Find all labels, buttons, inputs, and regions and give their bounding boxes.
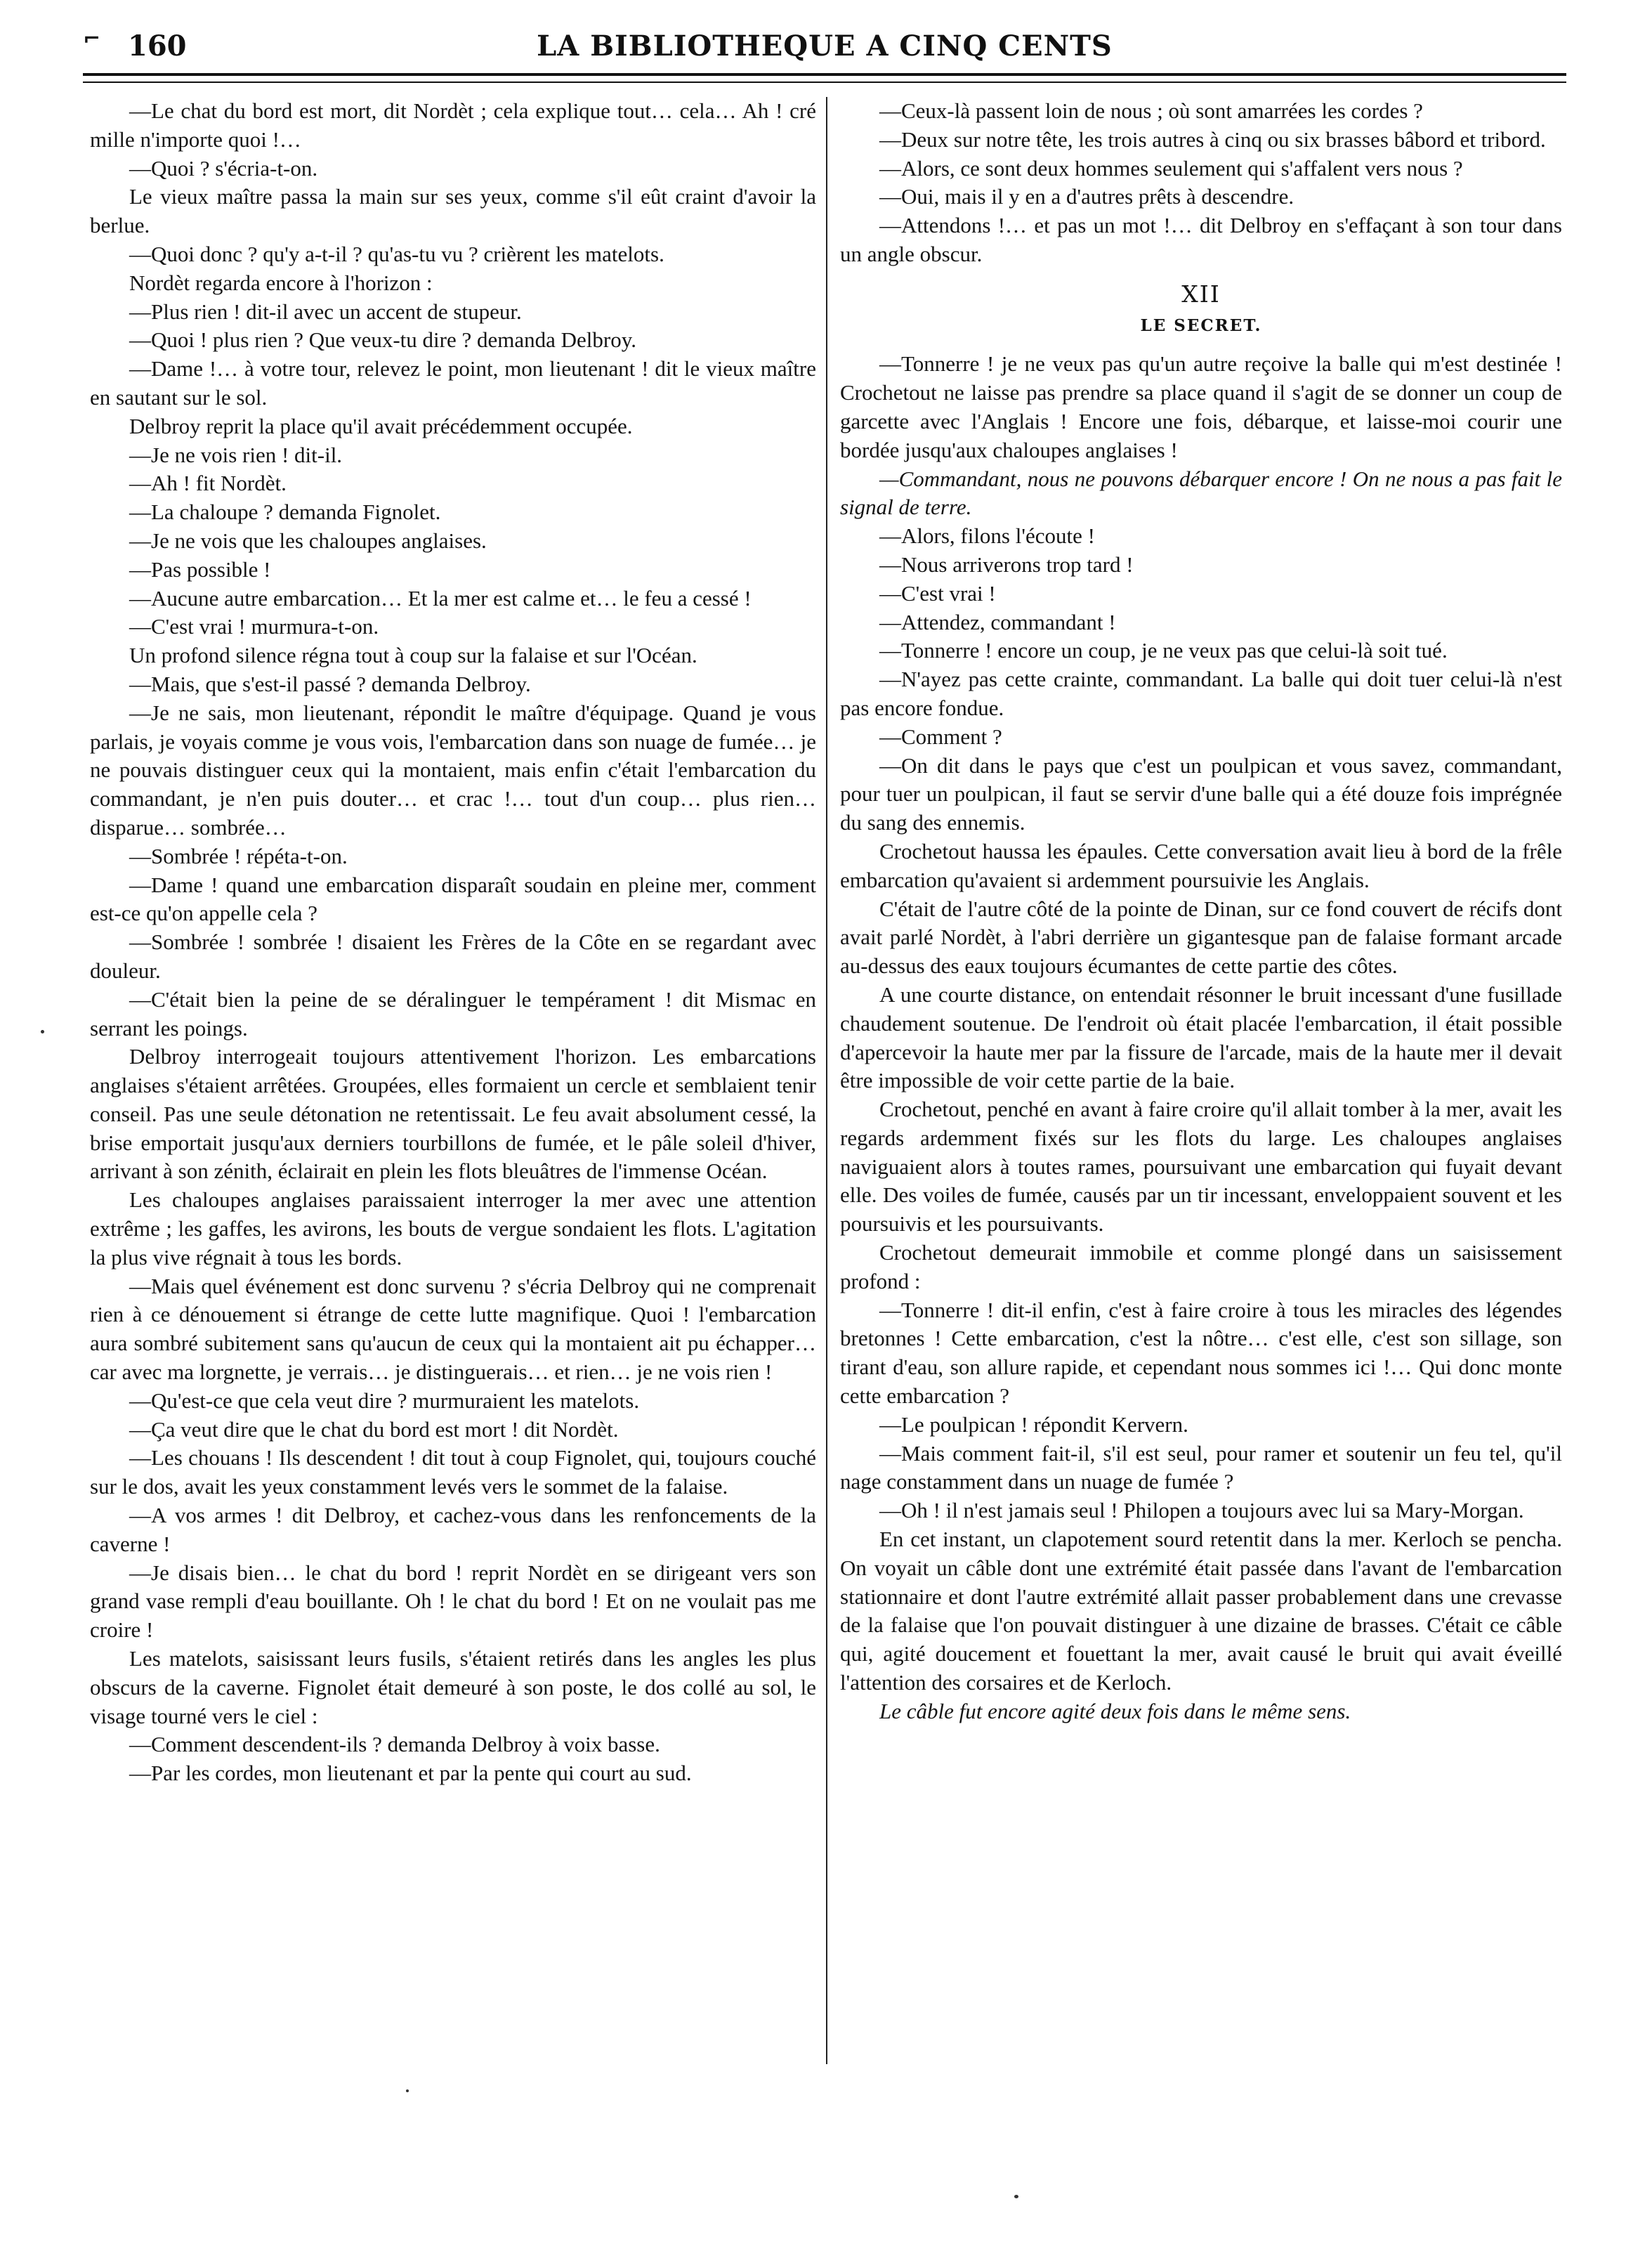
paragraph: Delbroy reprit la place qu'il avait précédemment occupée.	[129, 413, 633, 438]
paragraph: Delbroy interrogeait toujours attentivement l'horizon. Les embarcations anglaises s'étaient arrêtées. Groupées, elles formaient un cercle et semblaient tenir conseil. Pas une seule détonation ne retentissait. Le feu avait absolument cessé, la brise emportait jusqu'aux derniers tourbillons de fumée, et le pâle soleil d'hiver, arrivant à son zénith, éclairait en plein les flots bleuâtres de l'immense Océan.	[90, 1044, 816, 1184]
right-column-after-chapter	[840, 350, 1562, 1726]
paragraph: —C'est vrai !	[879, 580, 996, 606]
paragraph: —Ça veut dire que le chat du bord est mort ! dit Nordèt.	[129, 1416, 619, 1442]
paragraph: En cet instant, un clapotement sourd retentit dans la mer. Kerloch se pencha. On voyait un câble dont une extrémité était passée dans l'avant de l'embarcation stationnaire et dont l'autre extrémité allait passer probablement dans une crevasse de la falaise que l'on pouvait distinguer à une dizaine de brasses. C'était ce câble qui, agité doucement et fouettant la mer, avait causé le bruit qui avait éveillé l'attention des corsaires et de Kerloch.	[840, 1527, 1562, 1695]
paragraph: —Sombrée ! sombrée ! disaient les Frères de la Côte en se regardant avec douleur.	[90, 929, 816, 983]
paragraph: —Aucune autre embarcation… Et la mer est calme et… le feu a cessé !	[129, 585, 752, 611]
paragraph: —Le poulpican ! répondit Kervern.	[879, 1411, 1188, 1437]
paragraph: —Je ne vois que les chaloupes anglaises.	[129, 528, 487, 553]
paragraph: —Alors, ce sont deux hommes seulement qui s'affalent vers nous ?	[879, 155, 1463, 181]
header-rule-thick	[83, 73, 1566, 76]
paragraph: —Nous arriverons trop tard !	[879, 552, 1134, 577]
paragraph: —Le chat du bord est mort, dit Nordèt ; cela explique tout… cela… Ah ! cré mille n'importe quoi !…	[90, 98, 816, 152]
running-title: LA BIBLIOTHEQUE A CINQ CENTS	[537, 30, 1113, 63]
paragraph: Les chaloupes anglaises paraissaient interroger la mer avec une attention extrême ; les gaffes, les avirons, les bouts de vergue sondaient les flots. L'agitation la plus vive régnait à tous les bords.	[90, 1187, 816, 1270]
right-column-before-chapter	[840, 97, 1562, 269]
paragraph: —Par les cordes, mon lieutenant et par la pente qui court au sud.	[129, 1761, 692, 1786]
paragraph: —On dit dans le pays que c'est un poulpican et vous savez, commandant, pour tuer un poulpican, il faut se servir d'une balle qui a été douze fois imprégnée du sang des ennemis.	[840, 752, 1562, 835]
paragraph: —Tonnerre ! encore un coup, je ne veux pas que celui-là soit tué.	[879, 638, 1448, 663]
paragraph: —Oui, mais il y en a d'autres prêts à descendre.	[879, 184, 1294, 209]
column-divider	[826, 97, 827, 2064]
print-speck	[406, 2089, 409, 2092]
paragraph: —N'ayez pas cette crainte, commandant. La balle qui doit tuer celui-là n'est pas encore fondue.	[840, 667, 1562, 720]
paragraph: —C'était bien la peine de se déralinguer le tempérament ! dit Mismac en serrant les poings.	[90, 986, 816, 1041]
paragraph: —Dame ! quand une embarcation disparaît soudain en pleine mer, comment est-ce qu'on appelle cela ?	[90, 872, 816, 926]
chapter-number: XII	[1181, 280, 1221, 308]
paragraph: —Sombrée ! répéta-t-on.	[129, 843, 348, 868]
print-speck	[1014, 2195, 1018, 2198]
right-column	[840, 97, 1562, 1726]
paragraph: —La chaloupe ? demanda Fignolet.	[129, 500, 441, 525]
corner-mark: ⌐	[83, 27, 101, 51]
paragraph: A une courte distance, on entendait résonner le bruit incessant d'une fusillade chaudement soutenue. De l'endroit où était placée l'embarcation, il était possible d'apercevoir la haute mer par la fissure de l'arcade, mais de la haute mer il devait être impossible de voir cette partie de la baie.	[840, 981, 1562, 1093]
paragraph: —Les chouans ! Ils descendent ! dit tout à coup Fignolet, qui, toujours couché sur le dos, avait les yeux constamment levés vers le sommet de la falaise.	[90, 1445, 816, 1499]
paragraph: —Je disais bien… le chat du bord ! reprit Nordèt en se dirigeant vers son grand vase rempli d'eau bouillante. Oh ! le chat du bord ! Et on ne voulait pas me croire !	[90, 1560, 816, 1643]
paragraph: —Tonnerre ! dit-il enfin, c'est à faire croire à tous les miracles des légendes bretonnes ! Cette embarcation, c'est la nôtre… c'est elle, c'est son sillage, son tirant d'eau, son allure rapide, et cependant nous sommes ici !… Qui donc monte cette embarcation ?	[840, 1297, 1562, 1409]
paragraph: —Je ne vois rien ! dit-il.	[129, 442, 343, 467]
paragraph: —Ah ! fit Nordèt.	[129, 471, 287, 496]
paragraph: Le vieux maître passa la main sur ses yeux, comme s'il eût craint d'avoir la berlue.	[90, 184, 816, 238]
paragraph: Nordèt regarda encore à l'horizon :	[129, 270, 433, 295]
paragraph: C'était de l'autre côté de la pointe de Dinan, sur ce fond couvert de récifs dont avait parlé Nordèt, à l'abri derrière un gigantesque pan de falaise formant arcade au-dessus des eaux toujours écumantes de cette partie des côtes.	[840, 896, 1562, 979]
paragraph: Un profond silence régna tout à coup sur la falaise et sur l'Océan.	[129, 643, 697, 668]
paragraph: —Attendons !… et pas un mot !… dit Delbroy en s'effaçant à son tour dans un angle obscur.	[840, 213, 1562, 266]
paragraph: —Oh ! il n'est jamais seul ! Philopen a toujours avec lui sa Mary-Morgan.	[879, 1498, 1524, 1523]
paragraph: —Dame !… à votre tour, relevez le point, mon lieutenant ! dit le vieux maître en sautant sur le sol.	[90, 356, 816, 410]
paragraph: —Tonnerre ! je ne veux pas qu'un autre reçoive la balle qui m'est destinée ! Crochetout ne laisse pas prendre sa place quand il s'agit de se donner un coup de garcette avec l'Anglais ! Encore une fois, débarque, et laisse-moi courir une bordée jusqu'aux chaloupes anglaises !	[840, 351, 1562, 462]
paragraph: —Je ne sais, mon lieutenant, répondit le maître d'équipage. Quand je vous parlais, je voyais comme je vous vois, l'embarcation dans son nuage de fumée… je ne pouvais distinguer ceux qui la montaient, mais enfin c'était l'embarcation du commandant, je n'en puis douter… et crac !… tout d'un coup… plus rien… disparue… sombrée…	[90, 700, 816, 840]
paragraph: —Mais comment fait-il, s'il est seul, pour ramer et soutenir un feu tel, qu'il nage constamment dans un nuage de fumée ?	[840, 1440, 1562, 1494]
chapter-title: LE SECRET.	[1140, 315, 1262, 335]
paragraph: —Qu'est-ce que cela veut dire ? murmuraient les matelots.	[129, 1388, 640, 1413]
paragraph: Les matelots, saisissant leurs fusils, s'étaient retirés dans les angles les plus obscurs de la caverne. Fignolet était demeuré à son poste, le dos collé au sol, le visage tourné vers le ciel :	[90, 1646, 816, 1728]
paragraph: —A vos armes ! dit Delbroy, et cachez-vous dans les renfoncements de la caverne !	[90, 1503, 816, 1556]
paragraph: —Quoi ! plus rien ? Que veux-tu dire ? demanda Delbroy.	[129, 327, 636, 353]
left-column	[90, 97, 816, 1788]
paragraph: Le câble fut encore agité deux fois dans le même sens.	[879, 1698, 1351, 1723]
paragraph: —Attendez, commandant !	[879, 609, 1116, 634]
page-number: 160	[128, 30, 187, 63]
paragraph: —Commandant, nous ne pouvons débarquer encore ! On ne nous a pas fait le signal de terre.	[840, 466, 1562, 520]
print-speck	[41, 1030, 44, 1033]
paragraph: —Comment ?	[879, 724, 1002, 749]
paragraph: —Quoi donc ? qu'y a-t-il ? qu'as-tu vu ? crièrent les matelots.	[129, 241, 664, 266]
paragraph: Crochetout, penché en avant à faire croire qu'il allait tomber à la mer, avait les regards ardemment fixés sur les flots du large. Les chaloupes anglaises naviguaient alors à toutes rames, poursuivant une embarcation qui fuyait devant elle. Des voiles de fumée, causés par un tir incessant, enveloppaient souvent et les poursuivis et les poursuivants.	[840, 1097, 1562, 1237]
paragraph: —Ceux-là passent loin de nous ; où sont amarrées les cordes ?	[879, 98, 1423, 123]
paragraph: —Mais, que s'est-il passé ? demanda Delbroy.	[129, 671, 531, 696]
page-header	[83, 22, 1566, 65]
header-rule-thin	[83, 81, 1566, 83]
paragraph: —C'est vrai ! murmura-t-on.	[129, 614, 379, 639]
paragraph: —Plus rien ! dit-il avec un accent de stupeur.	[129, 299, 522, 324]
paragraph: Crochetout haussa les épaules. Cette conversation avait lieu à bord de la frêle embarcation qu'avaient si ardemment poursuivie les Anglais.	[840, 838, 1562, 892]
paragraph: —Pas possible !	[129, 556, 271, 582]
paragraph: —Mais quel événement est donc survenu ? s'écria Delbroy qui ne comprenait rien à ce dénouement si étrange de cette lutte magnifique. Quoi ! l'embarcation aura sombré subitement sans qu'aucun de ceux qui la montaient ait pu échapper… car avec ma lorgnette, je verrais… je distinguerais… et rien… je ne vois rien !	[90, 1273, 816, 1385]
paragraph: Crochetout demeurait immobile et comme plongé dans un saisissement profond :	[840, 1240, 1562, 1293]
paragraph: —Comment descendent-ils ? demanda Delbroy à voix basse.	[129, 1732, 660, 1757]
paragraph: —Deux sur notre tête, les trois autres à cinq ou six brasses bâbord et tribord.	[879, 126, 1546, 152]
paragraph: —Quoi ? s'écria-t-on.	[129, 155, 318, 181]
paragraph: —Alors, filons l'écoute !	[879, 523, 1095, 549]
